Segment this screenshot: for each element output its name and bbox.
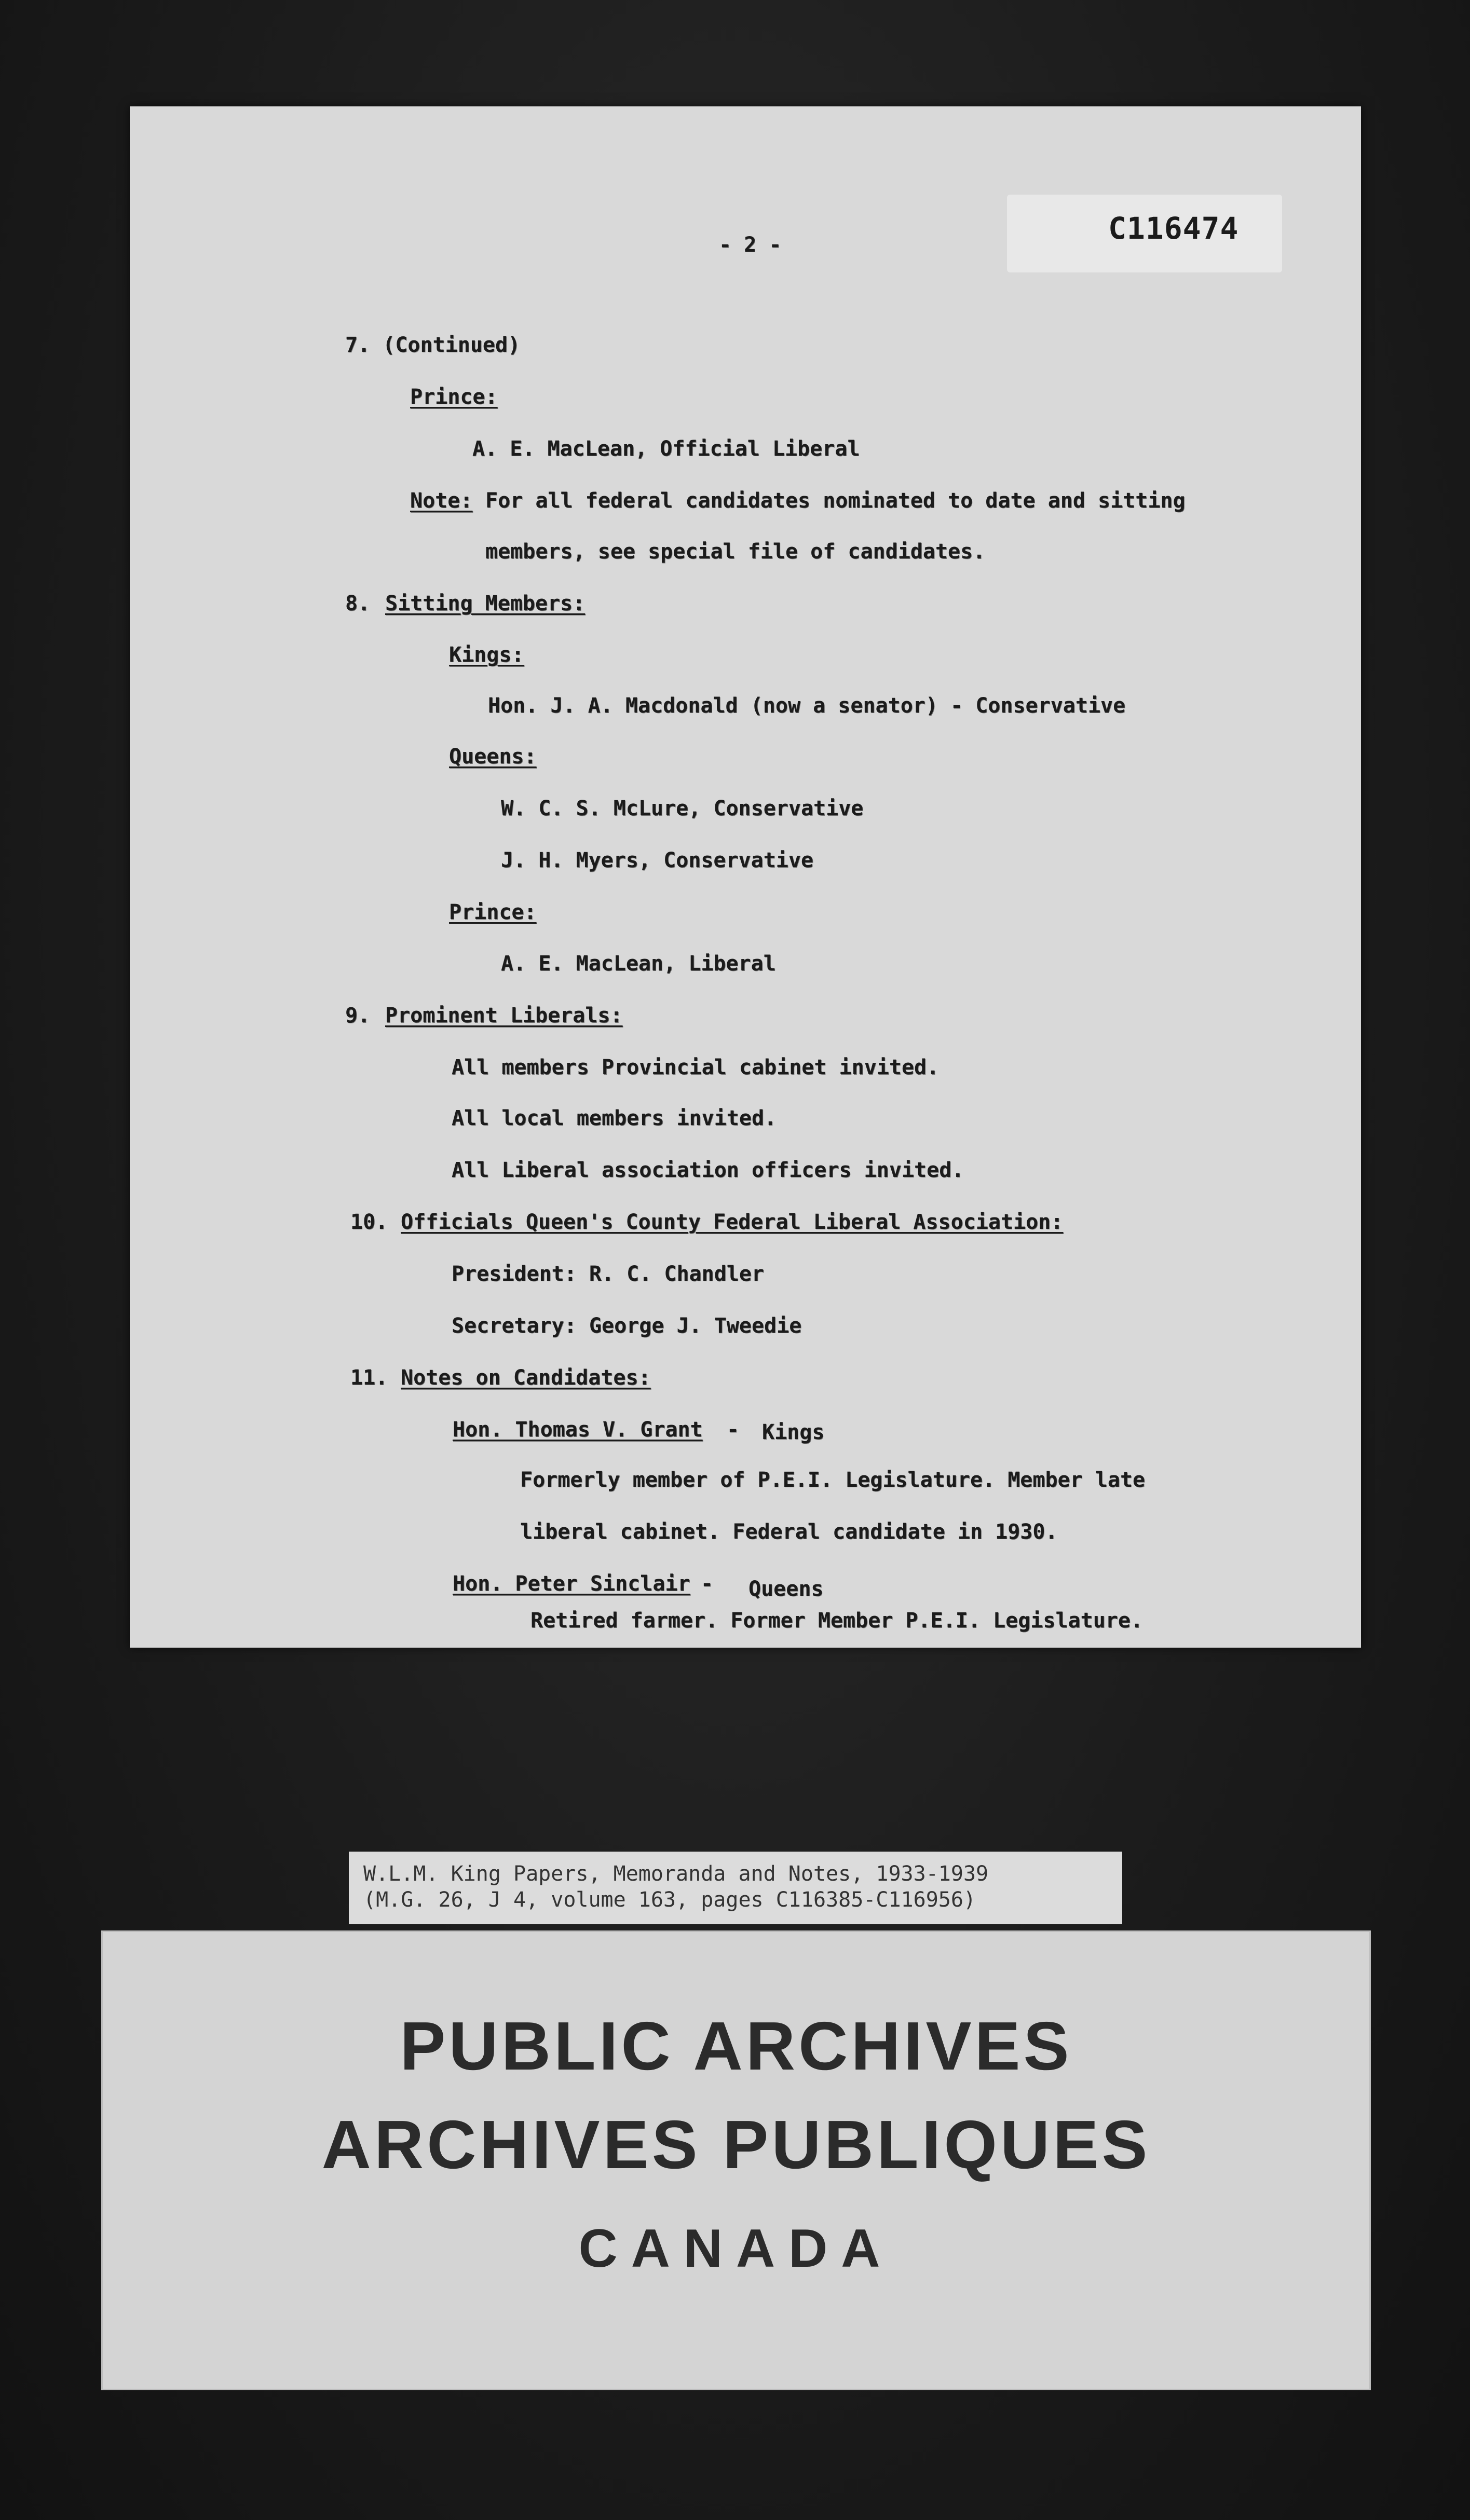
section-9-number: 9.	[345, 1004, 371, 1028]
kings-label: Kings:	[449, 643, 524, 667]
queens-label: Queens:	[449, 745, 537, 769]
candidate-2-note-1: Retired farmer. Former Member P.E.I. Legislature.	[530, 1609, 1144, 1633]
section-11-number: 11.	[350, 1366, 388, 1390]
prince-label-8: Prince:	[449, 900, 537, 924]
association-secretary: Secretary: George J. Tweedie	[452, 1314, 802, 1338]
association-president: President: R. C. Chandler	[452, 1262, 765, 1286]
liberals-line-2: All local members invited.	[452, 1106, 777, 1130]
candidate-1-note-2: liberal cabinet. Federal candidate in 1930.	[520, 1520, 1058, 1544]
banner-line-1: PUBLIC ARCHIVES	[400, 2008, 1072, 2084]
queens-member-2: J. H. Myers, Conservative	[501, 848, 814, 872]
candidate-1-name: Hon. Thomas V. Grant	[453, 1418, 703, 1442]
candidate-1-note-1: Formerly member of P.E.I. Legislature. Member late	[520, 1468, 1146, 1492]
section-9-heading: Prominent Liberals:	[385, 1004, 623, 1028]
banner-line-2: ARCHIVES PUBLIQUES	[321, 2106, 1151, 2183]
section-10-heading: Officials Queen's County Federal Liberal Association:	[401, 1210, 1064, 1234]
kings-member: Hon. J. A. Macdonald (now a senator) - Conservative	[488, 694, 1126, 718]
prince-candidate: A. E. MacLean, Official Liberal	[472, 437, 860, 461]
section-11-heading: Notes on Candidates:	[401, 1366, 651, 1390]
citation-line-1: W.L.M. King Papers, Memoranda and Notes, 1933-1939	[363, 1862, 989, 1886]
section-7-heading: 7. (Continued)	[345, 333, 521, 357]
liberals-line-1: All members Provincial cabinet invited.	[452, 1056, 940, 1079]
prince-label: Prince:	[410, 385, 498, 409]
note-text-line-2: members, see special file of candidates.	[485, 540, 986, 564]
note-text-line-1: For all federal candidates nominated to date and sitting	[485, 489, 1186, 513]
queens-member-1: W. C. S. McLure, Conservative	[501, 797, 864, 820]
citation-line-2: (M.G. 26, J 4, volume 163, pages C116385-C116956)	[363, 1888, 976, 1912]
reference-code: C116474	[1108, 211, 1239, 246]
candidate-2-dash: -	[701, 1572, 714, 1596]
candidate-1-dash: -	[727, 1418, 740, 1442]
citation-label	[349, 1852, 1122, 1924]
note-label: Note:	[410, 489, 473, 513]
archives-banner	[101, 1930, 1371, 2390]
document-page	[130, 106, 1361, 1648]
candidate-1-riding: Kings	[762, 1420, 825, 1444]
section-10-number: 10.	[350, 1210, 388, 1234]
candidate-2-name: Hon. Peter Sinclair	[453, 1572, 690, 1596]
liberals-line-3: All Liberal association officers invited.	[452, 1158, 964, 1182]
prince-member: A. E. MacLean, Liberal	[501, 952, 776, 976]
banner-line-3: CANADA	[578, 2218, 894, 2279]
section-8-number: 8.	[345, 592, 371, 615]
candidate-2-riding: Queens	[748, 1577, 824, 1601]
page-number: - 2 -	[719, 233, 782, 257]
section-8-heading: Sitting Members:	[385, 592, 586, 615]
